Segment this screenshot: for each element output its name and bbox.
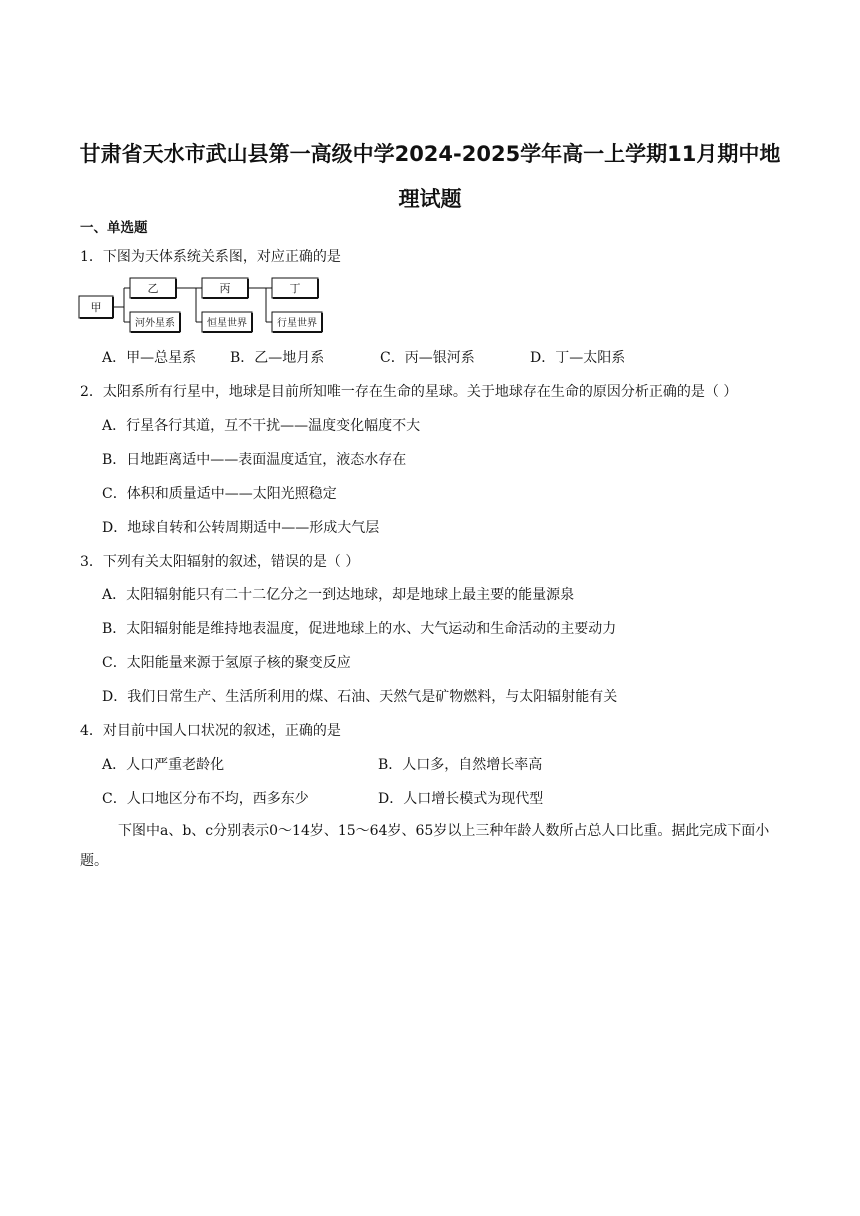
section-heading: 一、单选题 bbox=[80, 220, 148, 236]
question-2-option-a: A．行星各行其道，互不干扰——温度变化幅度不大 bbox=[102, 418, 421, 434]
question-4-option-c: C．人口地区分布不均，西多东少 bbox=[102, 791, 309, 807]
question-2-option-c: C．体积和质量适中——太阳光照稳定 bbox=[102, 486, 337, 502]
question-1-option-a: A．甲—总星系 bbox=[102, 350, 197, 366]
diagram-label-hewai: 河外星系 bbox=[135, 318, 175, 329]
diagram-label-bing: 丙 bbox=[219, 282, 231, 295]
question-4-option-b: B．人口多，自然增长率高 bbox=[378, 757, 543, 773]
page-title-line-1: 甘肃省天水市武山县第一高级中学2024-2025学年高一上学期11月期中地 bbox=[79, 142, 781, 166]
question-3-option-b: B．太阳辐射能是维持地表温度，促进地球上的水、大气运动和生命活动的主要动力 bbox=[102, 621, 617, 637]
question-1-option-c: C．丙—银河系 bbox=[380, 350, 475, 366]
page-title-line-2: 理试题 bbox=[398, 187, 462, 211]
question-4-option-a: A．人口严重老龄化 bbox=[102, 757, 225, 773]
question-3-stem: 3．下列有关太阳辐射的叙述，错误的是（ ） bbox=[80, 554, 360, 570]
question-4-option-d: D．人口增长模式为现代型 bbox=[378, 791, 544, 807]
question-2-option-b: B．日地距离适中——表面温度适宜，液态水存在 bbox=[102, 452, 407, 468]
question-3-option-a: A．太阳辐射能只有二十二亿分之一到达地球，却是地球上最主要的能量源泉 bbox=[102, 587, 575, 603]
diagram-label-ding: 丁 bbox=[289, 282, 301, 295]
question-1-stem: 1．下图为天体系统关系图，对应正确的是 bbox=[80, 249, 341, 265]
question-2-stem: 2．太阳系所有行星中，地球是目前所知唯一存在生命的星球。关于地球存在生命的原因分析正确的是（ ） bbox=[80, 384, 738, 400]
diagram-label-xingxing: 行星世界 bbox=[277, 318, 317, 329]
question-2-option-d: D．地球自转和公转周期适中——形成大气层 bbox=[102, 520, 380, 536]
question-3-option-c: C．太阳能量来源于氢原子核的聚变反应 bbox=[102, 655, 351, 671]
question-3-option-d: D．我们日常生产、生活所利用的煤、石油、天然气是矿物燃料，与太阳辐射能有关 bbox=[102, 689, 618, 705]
material-intro-paragraph: 下图中a、b、c分别表示0～14岁、15～64岁、65岁以上三种年龄人数所占总人口比重。据此完成下面小题。 bbox=[80, 823, 770, 869]
diagram-label-jia: 甲 bbox=[90, 301, 102, 314]
question-1-option-d: D．丁—太阳系 bbox=[530, 350, 626, 366]
diagram-label-yi: 乙 bbox=[147, 282, 159, 295]
diagram-label-hengxing: 恒星世界 bbox=[207, 318, 247, 329]
question-4-stem: 4．对目前中国人口状况的叙述，正确的是 bbox=[80, 723, 341, 739]
celestial-system-diagram bbox=[78, 276, 328, 338]
question-1-option-b: B．乙—地月系 bbox=[230, 350, 325, 366]
